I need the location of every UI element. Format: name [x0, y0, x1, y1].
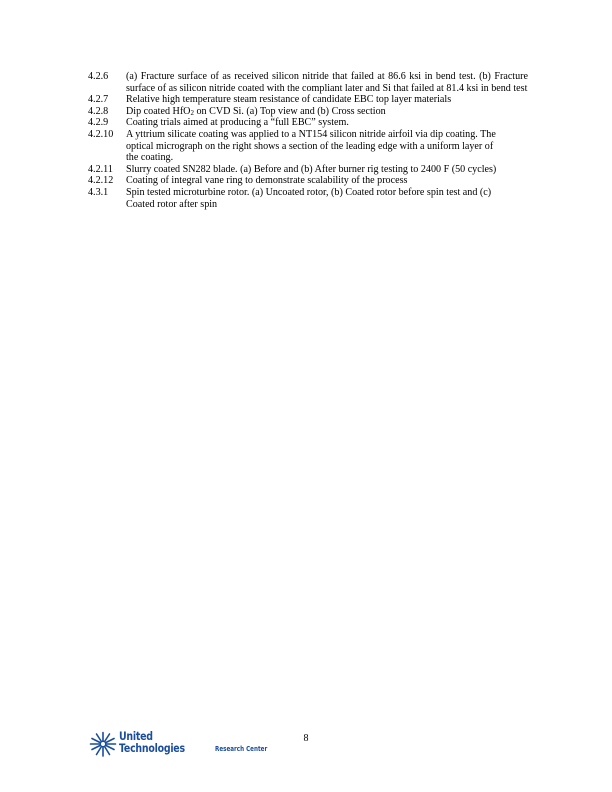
figure-caption — [126, 106, 528, 118]
united-technologies-logo-icon — [89, 731, 117, 757]
figure-caption: (a) Fracture surface of as received silicon nitride that failed at 86.6 ksi in bend test. (b) Fracture surface of as silicon nitride coated with the compliant later and Si that failed at 81.4 ksi in bend test — [126, 71, 528, 94]
logo-subtitle: Research Center — [215, 745, 268, 753]
list-of-figures — [88, 71, 528, 210]
caption-text-part: on CVD Si. (a) Top view and (b) Cross section — [193, 105, 386, 117]
figure-entry-4-2-11 — [88, 164, 528, 176]
caption-text-part: Dip coated HfO — [126, 105, 191, 117]
figure-number: 4.2.11 — [88, 163, 113, 175]
figure-caption: Spin tested microturbine rotor. (a) Uncoated rotor, (b) Coated rotor before spin test and (c) Coated rotor after spin — [126, 186, 492, 210]
logo-wordmark — [119, 731, 185, 754]
page-number: 8 — [303, 733, 309, 744]
figure-caption: Coating trials aimed at producing a “full EBC” system. — [126, 117, 349, 129]
figure-number: 4.2.6 — [88, 71, 109, 82]
logo-line-1: United — [119, 729, 153, 743]
figure-caption: Relative high temperature steam resistance of candidate EBC top layer materials — [126, 94, 452, 106]
figure-caption: Coating of integral vane ring to demonstrate scalability of the process — [126, 175, 408, 187]
figure-entry-4-2-12 — [88, 175, 528, 187]
united-technologies-logo — [89, 731, 289, 757]
figure-entry-4-2-9 — [88, 117, 528, 129]
figure-number: 4.2.12 — [88, 175, 114, 187]
figure-number: 4.2.10 — [88, 128, 114, 140]
figure-entry-4-2-7 — [88, 94, 528, 106]
figure-entry-4-2-6 — [88, 71, 528, 94]
figure-caption: Slurry coated SN282 blade. (a) Before and (b) After burner rig testing to 2400 F (50 cycles) — [126, 163, 497, 175]
logo-line-2: Technologies — [119, 740, 185, 755]
figure-number: 4.2.8 — [88, 105, 109, 117]
figure-number: 4.2.9 — [88, 117, 109, 129]
figure-caption: A yttrium silicate coating was applied to a NT154 silicon nitride airfoil via dip coating. The optical micrograph on the right shows a section of the leading edge with a uniform layer of the coating. — [126, 128, 496, 164]
figure-number: 4.3.1 — [88, 186, 109, 198]
figure-number: 4.2.7 — [88, 94, 109, 106]
figure-entry-4-2-8 — [88, 106, 528, 118]
figure-entry-4-3-1 — [88, 187, 528, 210]
figure-entry-4-2-10 — [88, 129, 528, 164]
caption-subscript: 2 — [190, 108, 194, 117]
